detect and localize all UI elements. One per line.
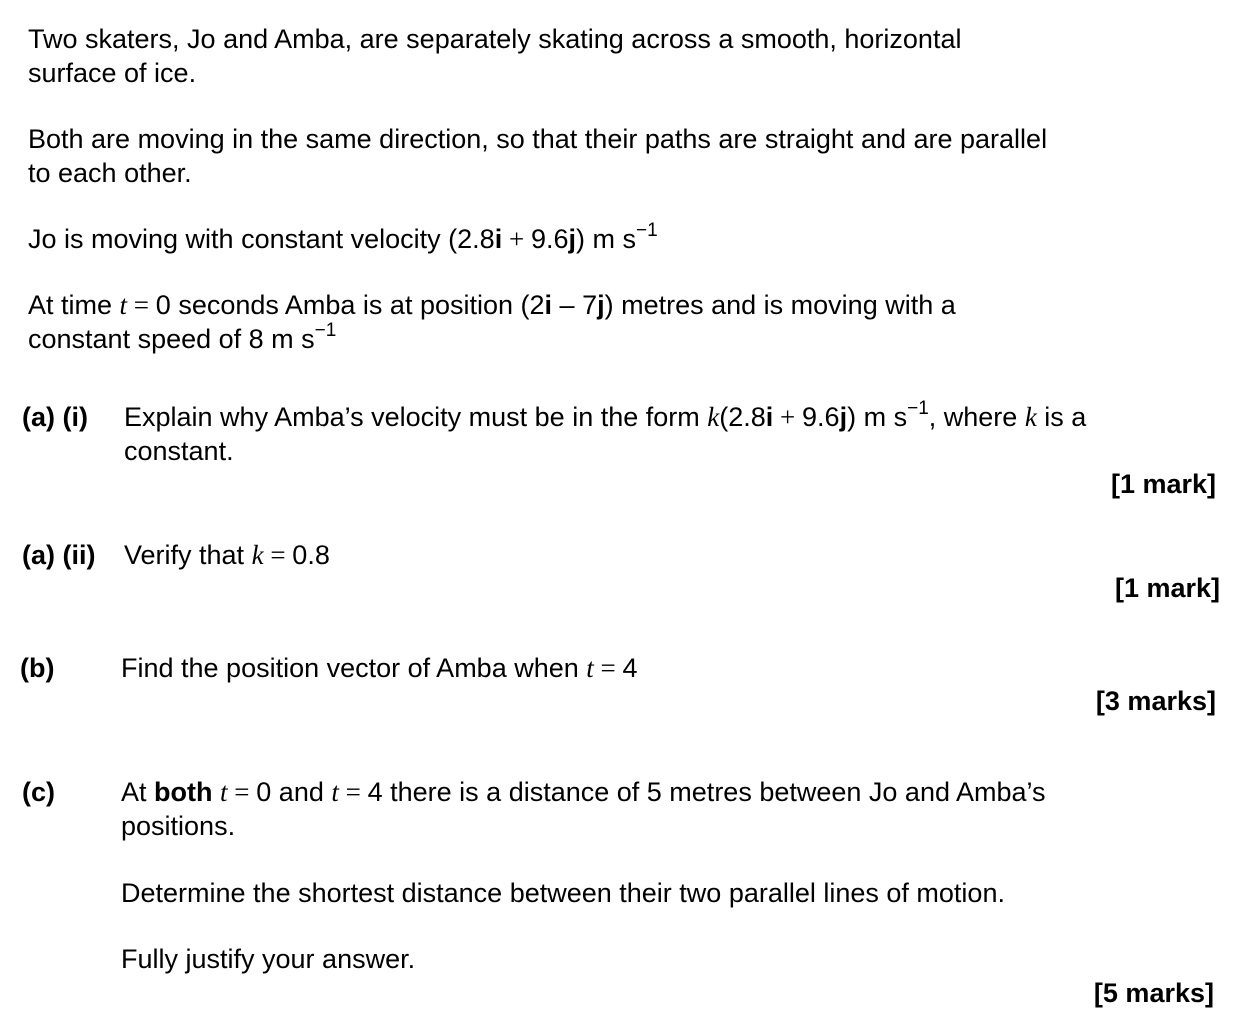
question-c-marks: [5 marks] xyxy=(1093,978,1214,1008)
k-value: 0.8 xyxy=(292,540,330,570)
unit-vector-i: i xyxy=(765,402,774,432)
amba-position-j-coefficient: 7 xyxy=(582,290,598,320)
a-i-end: is a xyxy=(1036,402,1087,432)
equals-sign: = xyxy=(593,653,623,683)
plus-sign: + xyxy=(502,224,531,254)
question-b-text xyxy=(121,651,638,685)
unit-vector-i: i xyxy=(494,224,503,254)
c-and: and xyxy=(271,777,332,807)
jo-velocity-j-coefficient: 9.6 xyxy=(530,224,569,254)
c-line1-rest: there is a distance of 5 metres between Jo and Amba’s xyxy=(382,777,1046,807)
variable-t: t xyxy=(119,290,128,320)
a-i-unit: ) m s xyxy=(847,402,908,432)
unit-vector-j: j xyxy=(568,224,577,254)
question-b-marks: [3 marks] xyxy=(1095,686,1216,716)
amba-position-suffix: ) metres and is moving with a xyxy=(604,290,956,320)
minus-sign: – xyxy=(552,290,583,320)
variable-k: k xyxy=(251,540,264,570)
question-a-ii-label: (a) (ii) xyxy=(22,540,96,570)
unit-exponent: −1 xyxy=(636,220,658,241)
variable-k: k xyxy=(707,402,720,432)
intro-p1-line2: surface of ice. xyxy=(28,58,197,88)
question-a-ii-marks: [1 mark] xyxy=(1114,573,1220,603)
intro-p2-line2: to each other. xyxy=(28,158,192,188)
t-value: 4 xyxy=(622,653,638,683)
intro-p1-line1: Two skaters, Jo and Amba, are separately skating across a smooth, horizontal xyxy=(28,24,962,54)
question-c-text-2: Determine the shortest distance between their two parallel lines of motion. xyxy=(121,878,1005,908)
time-zero: 0 xyxy=(155,290,171,320)
equals-sign: = xyxy=(263,540,293,570)
question-a-i-text xyxy=(124,400,1086,468)
a-i-j-coefficient: 9.6 xyxy=(802,402,840,432)
b-text-prefix: Find the position vector of Amba when xyxy=(121,653,587,683)
intro-paragraph-2 xyxy=(28,122,1047,190)
plus-sign: + xyxy=(773,402,803,432)
question-c-label: (c) xyxy=(22,777,55,807)
a-i-where: , where xyxy=(928,402,1025,432)
intro-paragraph-4 xyxy=(28,288,956,356)
intro-p2-line1: Both are moving in the same direction, so that their paths are straight and are parallel xyxy=(28,124,1048,154)
t-value-0: 0 xyxy=(256,777,272,807)
a-i-text-prefix: Explain why Amba’s velocity must be in the form xyxy=(124,402,708,432)
amba-speed: constant speed of 8 m s xyxy=(28,324,315,354)
a-i-vector-open: (2.8 xyxy=(719,402,766,432)
question-c-text-3: Fully justify your answer. xyxy=(121,944,416,974)
c-line2: positions. xyxy=(121,811,236,841)
unit-vector-j: j xyxy=(597,290,605,320)
a-i-line2: constant. xyxy=(124,436,234,466)
intro-paragraph-1 xyxy=(28,22,961,90)
variable-t: t xyxy=(331,777,339,807)
unit-vector-j: j xyxy=(839,402,848,432)
equals-sign: = xyxy=(227,777,257,807)
unit-exponent: −1 xyxy=(314,320,337,341)
variable-t: t xyxy=(220,777,228,807)
variable-k: k xyxy=(1024,402,1037,432)
jo-velocity-unit: ) m s xyxy=(576,224,637,254)
c-both: both xyxy=(154,777,213,807)
t-value-4: 4 xyxy=(367,777,383,807)
question-a-ii-text xyxy=(124,538,330,572)
variable-t: t xyxy=(586,653,594,683)
amba-position-prefix: At time xyxy=(28,290,120,320)
jo-velocity-prefix: Jo is moving with constant velocity (2.8 xyxy=(28,224,495,254)
equals-sign: = xyxy=(127,290,156,320)
equals-sign: = xyxy=(338,777,368,807)
question-a-i-marks: [1 mark] xyxy=(1110,469,1216,499)
unit-vector-i: i xyxy=(544,290,553,320)
question-a-i-label: (a) (i) xyxy=(22,402,88,432)
unit-exponent: −1 xyxy=(907,398,929,419)
intro-paragraph-3 xyxy=(28,222,658,256)
c-at: At xyxy=(121,777,155,807)
amba-position-mid: seconds Amba is at position (2 xyxy=(170,290,545,320)
question-c-text-1 xyxy=(121,775,1046,843)
a-ii-text-prefix: Verify that xyxy=(124,540,252,570)
question-b-label: (b) xyxy=(20,653,55,683)
